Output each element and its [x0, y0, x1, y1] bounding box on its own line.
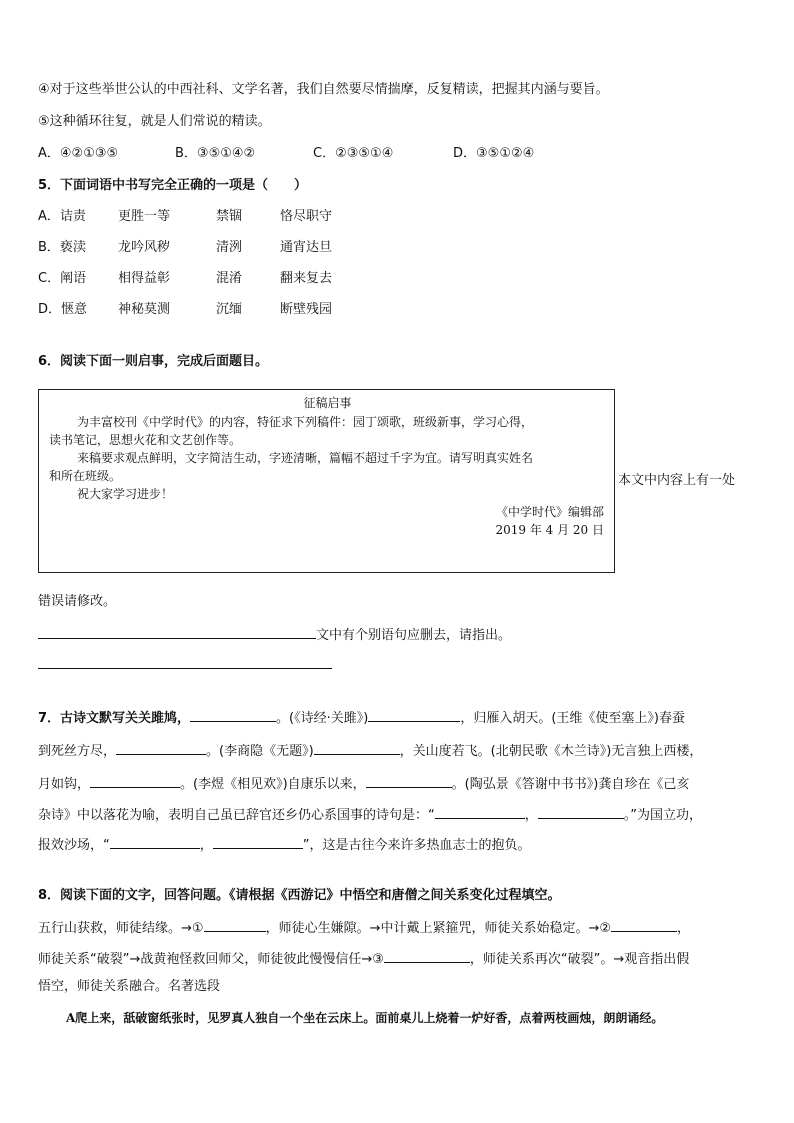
q8-line2 [38, 917, 690, 938]
q5-option-b-label: B．亵渎 [38, 240, 86, 255]
notice-signature: 《中学时代》编辑部 [495, 505, 604, 519]
answer-blank[interactable] [611, 917, 677, 932]
q7-text: 。(陶弘景《答谢中书书》)龚自珍在《己亥 [451, 777, 690, 792]
answer-blank[interactable] [38, 624, 316, 639]
answer-blank[interactable] [110, 834, 200, 849]
q7-line5 [38, 834, 531, 855]
q7-text: ”，这是古往今来许多热血志士的抱负。 [302, 838, 531, 853]
q6-stem: 6．阅读下面一则启事，完成后面题目。 [38, 354, 269, 369]
answer-blank[interactable] [314, 740, 400, 755]
q4-option-c: C．②③⑤①④ [313, 146, 394, 161]
notice-date: 2019 年 4 月 20 日 [495, 523, 604, 537]
q7-text: ， [199, 838, 213, 853]
q5-stem: 5．下面词语中书写完全正确的一项是（ ） [38, 178, 308, 193]
q7-text: 月如钩， [38, 777, 91, 792]
q4-option-d: D．③⑤①②④ [453, 146, 535, 161]
q7-text: 。”为国立功， [623, 808, 703, 823]
q7-text: 报效沙场，“ [38, 838, 110, 853]
notice-para1-line1: 为丰富校刊《中学时代》的内容，特征求下列稿件：园丁颂歌，班级新事，学习心得， [77, 415, 534, 429]
q5-option-b-word2: 龙吟风秽 [118, 240, 171, 255]
q6-answer-row-2 [38, 654, 332, 675]
q7-line2 [38, 740, 702, 761]
notice-box [38, 389, 615, 573]
q8-text: ，师徒关系再次“破裂”。→观音指出假 [469, 952, 690, 967]
q6-question1-cont: 错误请修改。 [38, 594, 117, 609]
q5-option-a-word2: 更胜一等 [118, 209, 171, 224]
q5-option-d-word2: 神秘莫测 [118, 302, 171, 317]
notice-para1-line2: 读书笔记，思想火花和文艺创作等。 [49, 433, 242, 447]
q7-line1 [38, 707, 685, 728]
q5-option-c-label: C．阐语 [38, 271, 87, 286]
q7-stem: 7．古诗文默写关关雎鸠， [38, 711, 191, 726]
q7-text: ， [524, 808, 538, 823]
answer-blank[interactable] [116, 740, 206, 755]
notice-closing: 祝大家学习进步！ [77, 487, 174, 501]
answer-blank[interactable] [366, 773, 452, 788]
q7-text: 。(李煜《相见欢》)自康乐以来， [180, 777, 366, 792]
q8-line3 [38, 948, 689, 969]
q7-text: ，归雁入胡天。(王维《使至塞上》)春蚕 [460, 711, 685, 726]
q4-option-b: B．③⑤①④② [175, 146, 256, 161]
q8-text: ， [677, 921, 691, 936]
notice-title: 征稿启事 [303, 396, 352, 410]
q5-option-d-word4: 断壁残园 [280, 302, 333, 317]
q7-line4 [38, 804, 702, 825]
q8-stem: 8．阅读下面的文字，回答问题。《请根据《西游记》中悟空和唐僧之间关系变化过程填空。 [38, 888, 561, 903]
q7-text: 到死丝方尽， [38, 744, 117, 759]
q5-option-c-word2: 相得益彰 [118, 271, 171, 286]
answer-blank[interactable] [190, 707, 276, 722]
q7-text: 杂诗》中以落花为喻，表明自己虽已辞官还乡仍心系国事的诗句是：“ [38, 808, 435, 823]
notice-para2-line2: 和所在班级。 [49, 469, 122, 483]
notice-para2-line1: 来稿要求观点鲜明，文字简洁生动，字迹清晰，篇幅不超过千字为宜。请写明真实姓名 [77, 451, 534, 465]
answer-blank[interactable] [204, 917, 266, 932]
q7-text: 。(《诗经·关雎》) [276, 711, 369, 726]
q8-line4: 悟空，师徒关系融合。名著选段 [38, 979, 221, 994]
q7-text: ，关山度若飞。(北朝民歌《木兰诗》)无言独上西楼， [399, 744, 703, 759]
q6-question2-row [38, 624, 511, 645]
q5-option-a-word4: 恪尽职守 [280, 209, 333, 224]
q5-option-d-word3: 沉缅 [216, 302, 243, 317]
q8-passage: A爬上来，舐破窗纸张时，见罗真人独自一个坐在云床上。面前桌儿上烧着一炉好香，点着两枝画烛，朗朗诵经。 [66, 1011, 664, 1025]
q4-option-a: A．④②①③⑤ [38, 146, 119, 161]
q7-line3 [38, 773, 689, 794]
q5-option-b-word3: 清洌 [216, 240, 243, 255]
answer-blank[interactable] [538, 804, 624, 819]
answer-blank[interactable] [435, 804, 525, 819]
q8-text: 五行山获救，师徒结缘。→① [38, 921, 204, 936]
q8-text: ，师徒心生嫌隙。→中计戴上紧箍咒，师徒关系始稳定。→② [265, 921, 612, 936]
q4-statement-4: ④对于这些举世公认的中西社科、文学名著，我们自然要尽情揣摩，反复精读，把握其内涵与要旨。 [38, 82, 609, 97]
q5-option-a-label: A．诘责 [38, 209, 86, 224]
answer-blank[interactable] [368, 707, 460, 722]
q5-option-b-word4: 通宵达旦 [280, 240, 333, 255]
q6-question1-prompt: 本文中内容上有一处 [618, 473, 736, 488]
q8-text: 师徒关系“破裂”→战黄袍怪救回师父，师徒彼此慢慢信任→③ [38, 952, 384, 967]
q4-statement-5: ⑤这种循环往复，就是人们常说的精读。 [38, 114, 271, 129]
answer-blank[interactable] [38, 654, 332, 669]
q6-question2-text: 文中有个别语句应删去，请指出。 [316, 628, 512, 643]
q7-text: 。(李商隐《无题》) [206, 744, 314, 759]
q5-option-a-word3: 禁锢 [216, 209, 243, 224]
answer-blank[interactable] [90, 773, 180, 788]
answer-blank[interactable] [384, 948, 470, 963]
q5-option-d-label: D．惬意 [38, 302, 88, 317]
answer-blank[interactable] [213, 834, 303, 849]
q5-option-c-word4: 翻来复去 [280, 271, 333, 286]
q5-option-c-word3: 混淆 [216, 271, 243, 286]
